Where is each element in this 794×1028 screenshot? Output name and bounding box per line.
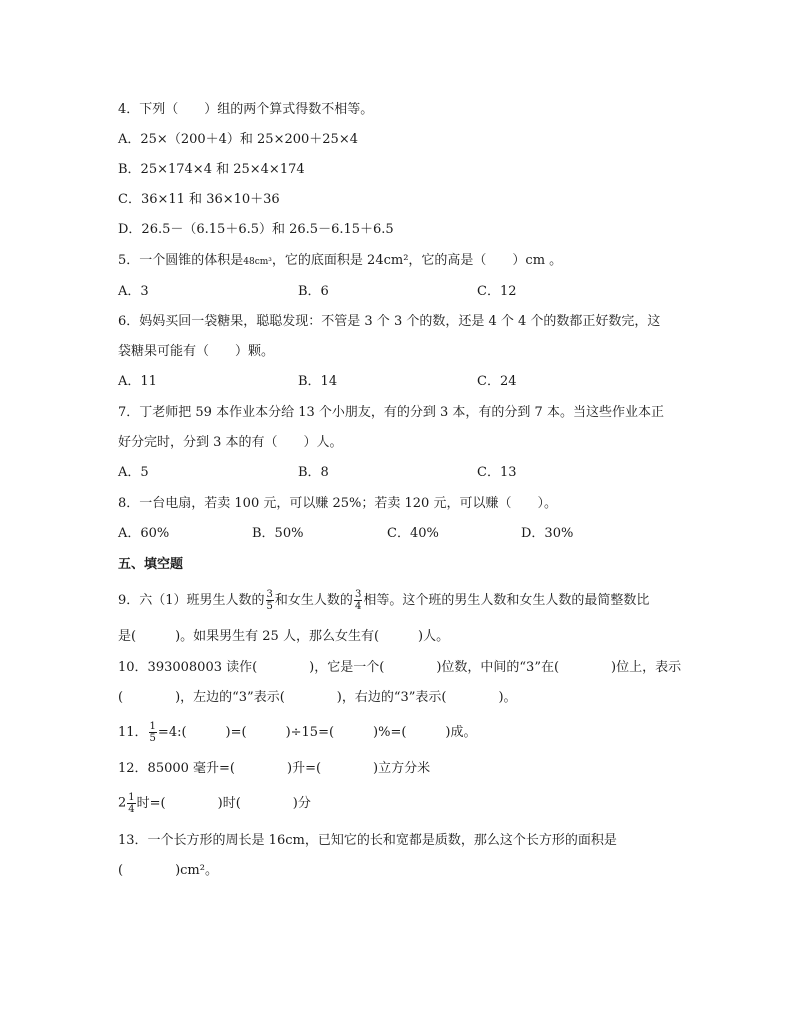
- q9-fraction-2-denominator: 4: [354, 601, 362, 612]
- q12-fraction-numerator: 1: [128, 792, 135, 803]
- q12-line2-rest: 时=( )时( )分: [136, 796, 311, 811]
- q11-stem: [118, 721, 477, 744]
- q8-stem: 8．一台电扇，若卖 100 元，可以赚 25%；若卖 120 元，可以赚（ ）。: [118, 496, 557, 511]
- q9-stem-line2: 是( )。如果男生有 25 人，那么女生有( )人。: [118, 629, 450, 644]
- q13-stem-line2: ( )cm²。: [118, 863, 218, 878]
- q6-stem-line1: 6．妈妈买回一袋糖果，聪聪发现：不管是 3 个 3 个的数，还是 4 个 4 个的数都正好数完，这: [118, 314, 661, 329]
- q12-fraction-denominator: 4: [128, 804, 135, 815]
- q9-part2: 和女生人数的: [274, 593, 353, 608]
- q8-option-c: C．40%: [387, 526, 439, 541]
- q9-stem-line1: [118, 589, 649, 612]
- q5-option-b: B．6: [298, 284, 329, 299]
- section-5-heading: 五、填空题: [118, 557, 184, 572]
- q11-fraction-numerator: 1: [149, 721, 156, 732]
- q4-stem: 4．下列（ ）组的两个算式得数不相等。: [118, 102, 374, 117]
- q4-option-b: B．25×174×4 和 25×4×174: [118, 162, 305, 177]
- q5-stem-part1: 5．一个圆锥的体积是: [118, 253, 244, 268]
- q9-fraction-2-numerator: 3: [354, 589, 362, 600]
- q8-option-a: A．60%: [118, 526, 170, 541]
- q8-option-b: B．50%: [252, 526, 304, 541]
- q11-fraction-denominator: 5: [149, 733, 156, 744]
- q7-option-a: A．5: [118, 465, 149, 480]
- q4-option-c: C．36×11 和 36×10＋36: [118, 192, 280, 207]
- q7-stem-line1: 7．丁老师把 59 本作业本分给 13 个小朋友，有的分到 3 本，有的分到 7 本。当这些作业本正: [118, 405, 664, 420]
- q7-stem-line2: 好分完时，分到 3 本的有（ ）人。: [118, 435, 343, 450]
- q5-option-c: C．12: [477, 284, 517, 299]
- q8-option-d: D．30%: [521, 526, 574, 541]
- q5-option-a: A．3: [118, 284, 149, 299]
- q4-option-a: A．25×（200＋4）和 25×200＋25×4: [118, 132, 358, 147]
- q12-stem-line1: 12．85000 毫升=( )升=( )立方分米: [118, 761, 431, 776]
- q12-fraction: [127, 792, 135, 815]
- q9-part1: 9．六（1）班男生人数的: [118, 593, 265, 608]
- q12-mixed-whole: 2: [118, 795, 127, 811]
- q5-stem: [118, 252, 562, 271]
- q5-volume: 48cm³: [243, 257, 272, 267]
- q9-part3: 相等。这个班的男生人数和女生人数的最简整数比: [363, 593, 650, 608]
- q10-stem-line2: ( )，左边的“3”表示( )，右边的“3”表示( )。: [118, 690, 517, 705]
- q9-fraction-1-denominator: 5: [266, 601, 273, 612]
- q5-stem-part2: ，它的底面积是 24cm²，它的高是（ ）cm 。: [271, 253, 563, 268]
- q9-fraction-1-numerator: 3: [266, 589, 273, 600]
- q10-stem-line1: 10．393008003 读作( )，它是一个( )位数，中间的“3”在( )位上，表示: [118, 660, 682, 675]
- q7-option-c: C．13: [477, 465, 517, 480]
- q11-rest: =4:( )=( )÷15=( )%=( )成。: [157, 725, 477, 740]
- q11-fraction: [149, 721, 157, 744]
- q12-stem-line2: [118, 792, 311, 815]
- q9-fraction-2: [354, 589, 362, 612]
- q13-stem-line1: 13．一个长方形的周长是 16cm，已知它的长和宽都是质数，那么这个长方形的面积是: [118, 833, 617, 848]
- q4-option-d: D．26.5－（6.15＋6.5）和 26.5－6.15＋6.5: [118, 222, 394, 237]
- q9-fraction-1: [266, 589, 274, 612]
- q7-option-b: B．8: [298, 465, 329, 480]
- q11-prefix: 11．: [118, 725, 148, 740]
- q6-option-b: B．14: [298, 374, 338, 389]
- q6-option-a: A．11: [118, 374, 157, 389]
- q6-stem-line2: 袋糖果可能有（ ）颗。: [118, 344, 275, 359]
- q6-option-c: C．24: [477, 374, 517, 389]
